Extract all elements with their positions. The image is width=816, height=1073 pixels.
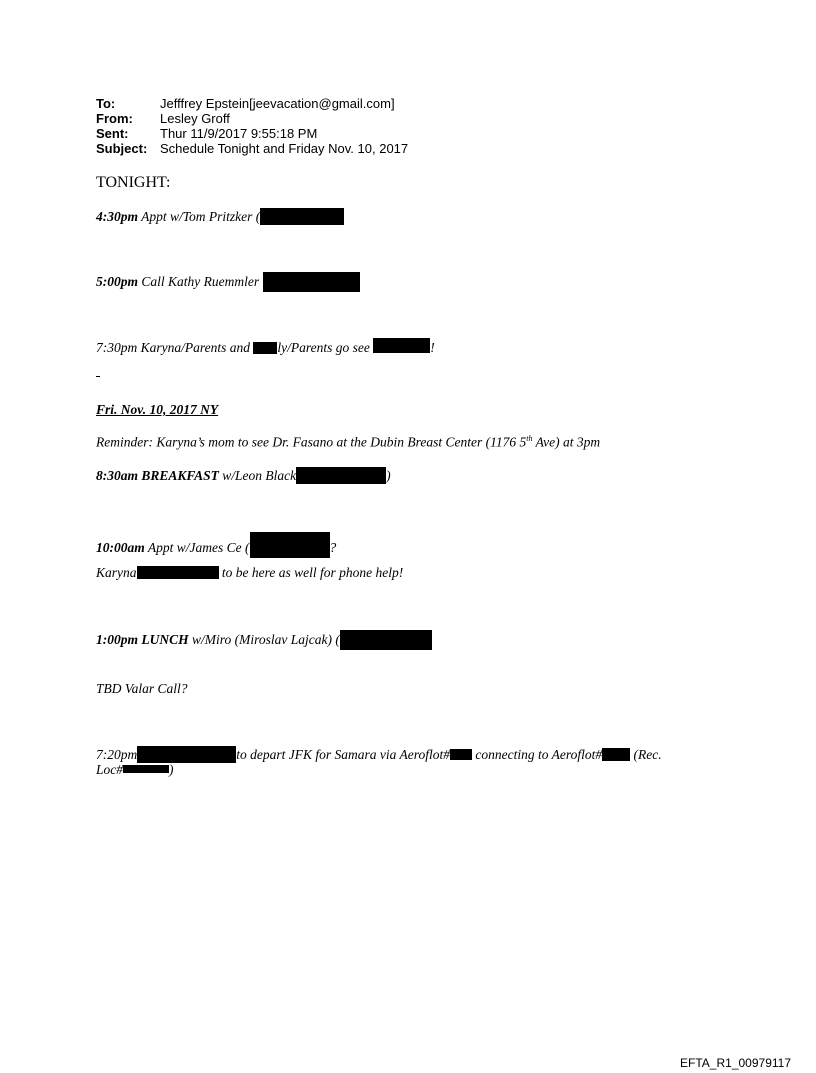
from-value: Lesley Groff [160,111,230,126]
to-value: Jefffrey Epstein[jeevacation@gmail.com] [160,96,395,111]
item-text: ) [169,762,174,777]
item-time: 4:30pm [96,209,138,224]
schedule-item [96,467,391,484]
item-text: Loc# [96,762,123,777]
item-text: ly/Parents go see [277,340,374,355]
tonight-heading: TONIGHT: [96,174,171,191]
item-time: 1:00pm LUNCH [96,632,189,647]
redaction-block [373,338,430,353]
redaction-block [260,208,344,225]
to-label: To: [96,96,116,111]
reminder-text: Ave) at 3pm [532,434,601,450]
item-text: ) [386,468,391,483]
reminder-line [96,434,600,451]
item-text: w/Leon Black [218,468,297,483]
item-text: Call Kathy Ruemmler [138,274,263,289]
email-header [96,96,408,156]
item-text: Appt w/Tom Pritzker ( [138,209,261,224]
schedule-item: TBD Valar Call? [96,681,188,696]
schedule-item [96,208,344,225]
redaction-block [253,342,277,354]
redaction-block [340,630,432,650]
schedule-item [96,338,435,356]
subject-row [96,141,408,156]
redaction-block [123,765,169,773]
friday-heading: Fri. Nov. 10, 2017 NY [96,402,219,417]
schedule-item [96,532,336,558]
ordinal-suffix: th [526,434,533,443]
schedule-item [96,272,360,292]
schedule-item [96,565,403,581]
reminder-text: Reminder: Karyna’s mom to see Dr. Fasano at the Dubin Breast Center (1176 5 [96,434,527,450]
redaction-block [137,566,219,579]
item-text: w/Miro (Miroslav Lajcak) ( [188,632,340,647]
item-text: to depart JFK for Samara via Aeroflot# [236,747,450,762]
item-text: ! [430,340,435,355]
item-text: connecting to Aeroflot# [472,747,603,762]
redaction-block [263,272,360,292]
from-label: From: [96,111,133,126]
subject-label: Subject: [96,141,148,156]
sent-label: Sent: [96,126,129,141]
item-text: 7:30pm Karyna/Parents and [96,340,254,355]
item-text: 7:20pm [96,747,138,762]
sent-row [96,126,408,141]
schedule-item [96,746,662,763]
subject-value: Schedule Tonight and Friday Nov. 10, 2017 [160,141,409,156]
redaction-block [137,746,236,763]
item-text: to be here as well for phone help! [218,565,404,580]
to-row [96,96,408,111]
divider [96,376,100,377]
sent-value: Thur 11/9/2017 9:55:18 PM [160,126,318,141]
item-text: ? [329,540,337,555]
document-id: EFTA_R1_00979117 [680,1056,791,1070]
redaction-block [450,749,472,760]
item-time: 8:30am BREAKFAST [96,468,219,483]
schedule-item-continued [96,762,174,778]
redaction-block [250,532,330,558]
redaction-block [602,748,630,761]
from-row [96,111,408,126]
item-time: 10:00am [96,540,145,555]
item-text: Karyna [96,565,137,580]
redaction-block [296,467,386,484]
item-time: 5:00pm [96,274,138,289]
item-text: Appt w/James Ce ( [144,540,250,555]
item-text: (Rec. [630,747,662,762]
schedule-item [96,630,432,650]
